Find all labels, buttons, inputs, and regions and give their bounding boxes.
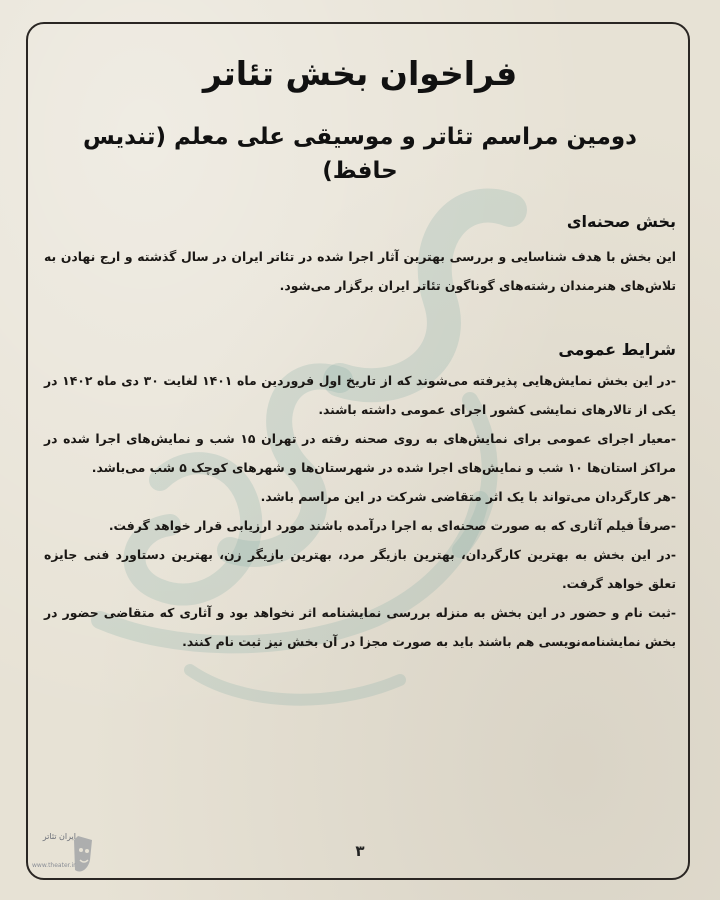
list-item: -در این بخش به بهترین کارگردان، بهترین بازیگر مرد، بهترین بازیگر زن، بهترین دستاورد فنی جایزه تعلق خواهد گرفت. xyxy=(44,547,676,591)
section-paragraph: این بخش با هدف شناسایی و بررسی بهترین آثار اجرا شده در تئاتر ایران در سال گذشته و ارج نهادن به تلاش‌های هنرمندان رشته‌های گوناگون تئاتر ایران برگزار می‌شود. xyxy=(44,249,676,293)
page-number: ۳ xyxy=(355,842,365,860)
logo-website: www.theater.ir xyxy=(32,862,76,869)
list-item: -هر کارگردان می‌تواند با یک اثر متقاضی شرکت در این مراسم باشد. xyxy=(260,489,676,504)
list-item: -در این بخش نمایش‌هایی پذیرفته می‌شوند که از تاریخ اول فروردین ماه ۱۴۰۱ لغایت ۳۰ دی ماه ۱۴۰۲ در یکی از تالارهای نمایشی کشور اجرای عمومی داشته باشند. xyxy=(44,373,676,417)
document-title: فراخوان بخش تئاتر xyxy=(202,54,518,93)
document-content xyxy=(44,40,676,656)
logo-name: ایران تئاتر xyxy=(42,832,76,841)
section-heading-stage: بخش صحنه‌ای xyxy=(566,212,676,231)
section-heading-general-conditions: شرایط عمومی xyxy=(558,340,676,359)
list-item: -صرفاً فیلم آثاری که به صورت صحنه‌ای به اجرا درآمده باشند مورد ارزیابی قرار خواهد گرفت. xyxy=(108,518,676,533)
document-subtitle: دومین مراسم تئاتر و موسیقی علی معلم (تندیس حافظ) xyxy=(83,124,637,184)
conditions-list xyxy=(44,366,676,656)
list-item: -معیار اجرای عمومی برای نمایش‌های به روی صحنه رفته در تهران ۱۵ شب و نمایش‌های اجرا شده در مراکز استان‌ها ۱۰ شب و نمایش‌های اجرا شده در شهرستان‌ها و شهرهای کوچک ۵ شب می‌باشد. xyxy=(44,431,677,475)
list-item: -ثبت نام و حضور در این بخش به منزله بررسی نمایشنامه اثر نخواهد بود و آثاری که متقاضی حضور در بخش نمایشنامه‌نویسی هم باشند باید به صورت مجزا در آن بخش نیز ثبت نام کنند. xyxy=(44,605,676,649)
